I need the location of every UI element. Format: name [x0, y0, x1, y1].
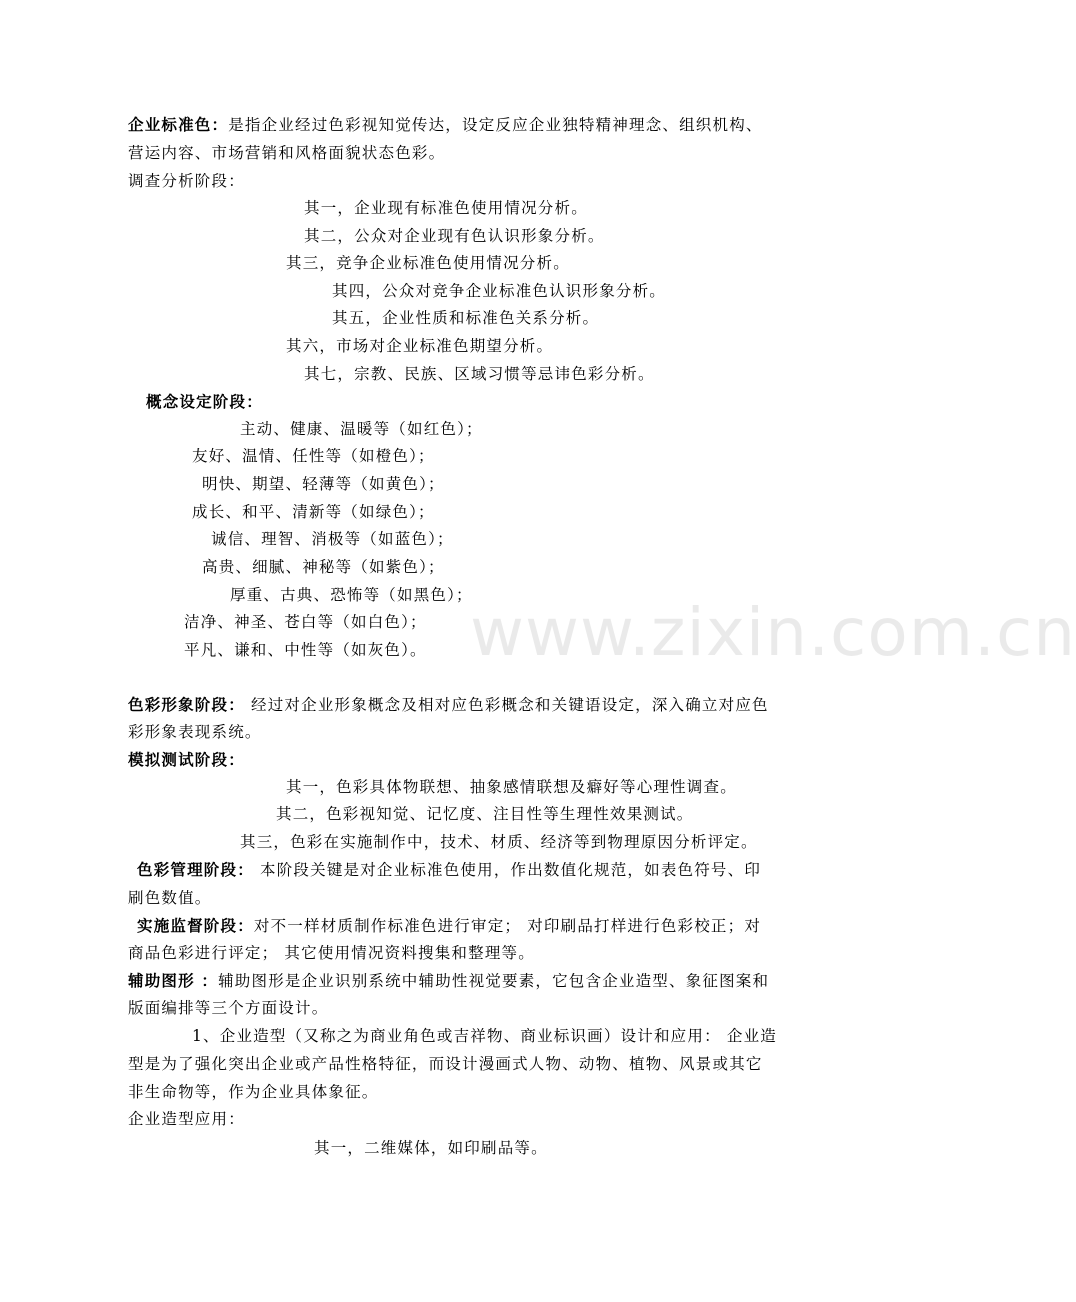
para-supervision: 实施监督阶段：对不一样材质制作标准色进行审定； 对印刷品打样进行色彩校正；对: [137, 916, 762, 935]
para-standard-color: 企业标准色：是指企业经过色彩视知觉传达，设定反应企业独特精神理念、组织机构、: [128, 115, 763, 134]
text-line: 非生命物等，作为企业具体象征。: [128, 1083, 379, 1101]
heading-color-image: 色彩形象阶段：: [128, 695, 245, 714]
list-item: 其一，色彩具体物联想、抽象感情联想及癖好等心理性调查。: [286, 778, 737, 796]
list-item: 其五，企业性质和标准色关系分析。: [332, 309, 600, 327]
list-item: 其四，公众对竞争企业标准色认识形象分析。: [332, 282, 667, 300]
list-item: 诚信、理智、消极等（如蓝色）；: [211, 530, 454, 548]
text-line: 1、企业造型（又称之为商业角色或吉祥物、商业标识画）设计和应用： 企业造: [192, 1027, 777, 1045]
list-item: 其三，色彩在实施制作中，技术、材质、经济等到物理原因分析评定。: [240, 833, 758, 851]
text-line: 营运内容、市场营销和风格面貌状态色彩。: [128, 144, 446, 162]
list-item: 友好、温情、任性等（如橙色）；: [192, 447, 435, 465]
list-item: 其七，宗教、民族、区域习惯等忌讳色彩分析。: [304, 365, 655, 383]
heading-auxiliary-graphics: 辅助图形 ：: [128, 971, 219, 990]
list-item: 明快、期望、轻薄等（如黄色）；: [202, 475, 445, 493]
list-item: 厚重、古典、恐怖等（如黑色）；: [230, 586, 473, 604]
list-item: 洁净、神圣、苍白等（如白色）；: [184, 613, 427, 631]
watermark: www.zixin.com.cn: [470, 594, 1076, 671]
heading-concept-stage: 概念设定阶段：: [146, 392, 263, 411]
list-item: 其二，色彩视知觉、记忆度、注目性等生理性效果测试。: [276, 805, 694, 823]
list-item: 其三，竞争企业标准色使用情况分析。: [286, 254, 570, 272]
heading-color-management: 色彩管理阶段：: [137, 860, 254, 879]
text-line: 版面编排等三个方面设计。: [128, 999, 329, 1017]
heading-standard-color: 企业标准色：: [128, 115, 229, 134]
para-color-management: 色彩管理阶段： 本阶段关键是对企业标准色使用，作出数值化规范，如表色符号、印: [137, 860, 762, 879]
para-auxiliary-graphics: 辅助图形 ：辅助图形是企业识别系统中辅助性视觉要素，它包含企业造型、象征图案和: [128, 971, 770, 990]
list-item: 高贵、细腻、神秘等（如紫色）；: [202, 558, 445, 576]
list-item: 主动、健康、温暖等（如红色）；: [240, 420, 483, 438]
heading-supervision: 实施监督阶段：: [137, 916, 254, 935]
list-item: 其一，企业现有标准色使用情况分析。: [304, 199, 588, 217]
list-item: 成长、和平、清新等（如绿色）；: [192, 503, 435, 521]
list-item: 其六，市场对企业标准色期望分析。: [286, 337, 554, 355]
list-item: 其二，公众对企业现有色认识形象分析。: [304, 227, 605, 245]
text-line: 刷色数值。: [128, 889, 212, 907]
heading-mascot-application: 企业造型应用：: [128, 1110, 245, 1128]
heading-simulation-test: 模拟测试阶段：: [128, 750, 245, 769]
list-item: 平凡、谦和、中性等（如灰色）。: [184, 641, 427, 659]
heading-survey-stage: 调查分析阶段：: [128, 172, 245, 190]
list-item: 其一，二维媒体，如印刷品等。: [314, 1139, 548, 1157]
text-line: 型是为了强化突出企业或产品性格特征，而设计漫画式人物、动物、植物、风景或其它: [128, 1055, 763, 1073]
para-color-image: 色彩形象阶段： 经过对企业形象概念及相对应色彩概念和关键语设定，深入确立对应色: [128, 695, 769, 714]
text-line: 商品色彩进行评定； 其它使用情况资料搜集和整理等。: [128, 944, 535, 962]
text-line: 彩形象表现系统。: [128, 723, 262, 741]
